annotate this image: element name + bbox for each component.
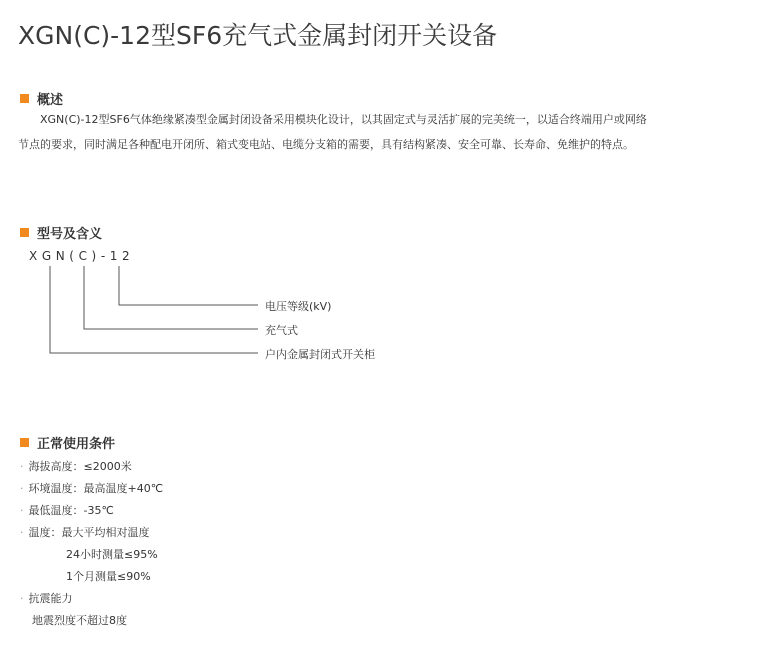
condition-humidity-24h: 24小时测量≤95% xyxy=(66,548,158,561)
condition-humidity: · 温度：最大平均相对温度 xyxy=(20,526,150,539)
model-heading-text: 型号及含义 xyxy=(37,227,103,242)
conditions-heading xyxy=(20,433,115,452)
indoor-leader-line xyxy=(50,266,258,353)
condition-seismic: · 抗震能力 xyxy=(20,592,73,605)
bullet-icon: · xyxy=(20,592,24,605)
voltage-leader-line xyxy=(119,266,258,305)
conditions-heading-text: 正常使用条件 xyxy=(37,437,116,452)
label-indoor-switchgear: 户内金属封闭式开关柜 xyxy=(265,348,375,361)
page-title: XGN(C)-12型SF6充气式金属封闭开关设备 xyxy=(18,21,498,50)
overview-line-1: XGN(C)-12型SF6气体绝缘紧凑型金属封闭设备采用模块化设计，以其固定式与灵活扩展的完美统一，以适合终端用户或网络 xyxy=(40,113,647,126)
bullet-icon: · xyxy=(20,460,24,473)
model-code: XGN(C)-12 xyxy=(29,249,135,263)
overview-heading-text: 概述 xyxy=(37,93,64,108)
condition-altitude: · 海拔高度：≤2000米 xyxy=(20,460,132,473)
condition-seismic-value: 地震烈度不超过8度 xyxy=(32,614,127,627)
section-marker-icon xyxy=(20,438,29,447)
label-gas-filled: 充气式 xyxy=(265,324,298,337)
label-voltage: 电压等级(kV) xyxy=(265,300,332,313)
condition-humidity-1month: 1个月测量≤90% xyxy=(66,570,151,583)
condition-ambient-min: · 最低温度：-35℃ xyxy=(20,504,114,517)
gas-leader-line xyxy=(84,266,258,329)
bullet-icon: · xyxy=(20,526,24,539)
bullet-icon: · xyxy=(20,482,24,495)
bullet-icon: · xyxy=(20,504,24,517)
overview-line-2: 节点的要求，同时满足各种配电开闭所、箱式变电站、电缆分支箱的需要，具有结构紧凑、安全可靠、长寿命、免维护的特点。 xyxy=(18,138,634,151)
condition-ambient-max: · 环境温度：最高温度+40℃ xyxy=(20,482,164,495)
